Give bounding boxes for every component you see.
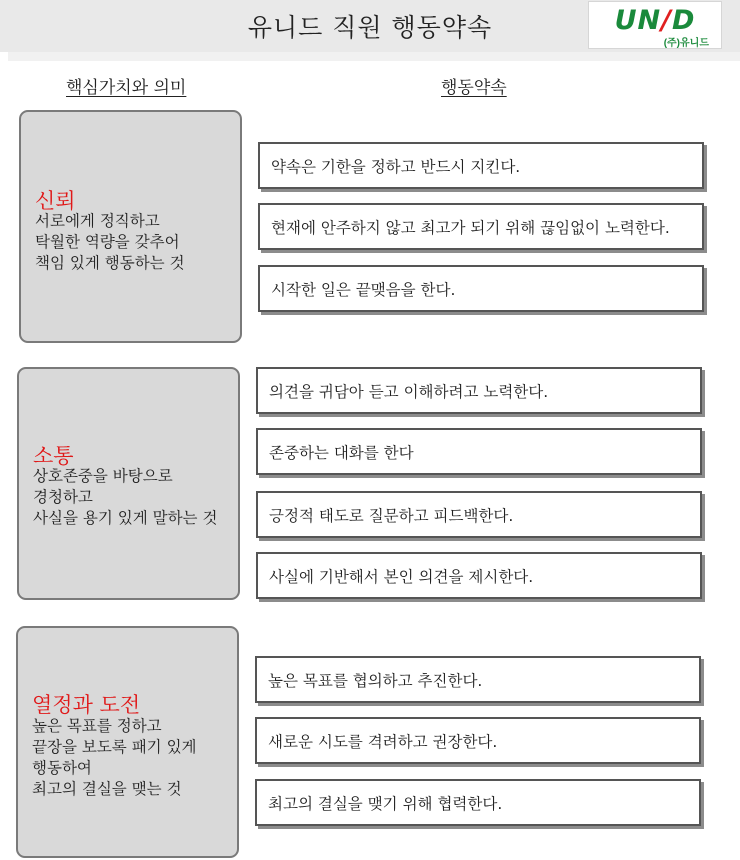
value-description: 상호존중을 바탕으로 경청하고 사실을 용기 있게 말하는 것 <box>33 467 218 527</box>
logo-subtitle: (주)유니드 <box>663 38 709 49</box>
value-description: 서로에게 정직하고 탁월한 역량을 갖추어 책임 있게 행동하는 것 <box>35 212 185 272</box>
logo-wordmark: UN/D <box>614 5 696 36</box>
company-logo <box>588 1 722 49</box>
value-name: 열정과 도전 <box>32 693 141 717</box>
promise-item: 높은 목표를 협의하고 추진한다. <box>255 656 701 703</box>
promise-item: 시작한 일은 끝맺음을 한다. <box>258 265 704 312</box>
header-shadow <box>8 52 740 61</box>
promise-item: 의견을 귀담아 듣고 이해하려고 노력한다. <box>256 367 702 414</box>
promise-item: 긍정적 태도로 질문하고 피드백한다. <box>256 491 702 538</box>
promise-item: 약속은 기한을 정하고 반드시 지킨다. <box>258 142 704 189</box>
promise-item: 사실에 기반해서 본인 의견을 제시한다. <box>256 552 702 599</box>
promise-item: 현재에 안주하지 않고 최고가 되기 위해 끊임없이 노력한다. <box>258 203 704 250</box>
promise-item: 새로운 시도를 격려하고 권장한다. <box>255 717 701 764</box>
column-header-promises: 행동약속 <box>441 78 507 98</box>
value-description: 높은 목표를 정하고 끝장을 보도록 패기 있게 행동하여 최고의 결실을 맺는 것 <box>32 717 197 798</box>
value-name: 소통 <box>33 444 74 468</box>
column-header-values: 핵심가치와 의미 <box>66 78 187 98</box>
value-card-trust <box>19 110 242 343</box>
value-name: 신뢰 <box>35 189 76 213</box>
promise-item: 존중하는 대화를 한다 <box>256 428 702 475</box>
promise-item: 최고의 결실을 맺기 위해 협력한다. <box>255 779 701 826</box>
value-card-passion-challenge <box>16 626 239 858</box>
page-title: 유니드 직원 행동약속 <box>247 13 493 42</box>
value-card-communication <box>17 367 240 600</box>
